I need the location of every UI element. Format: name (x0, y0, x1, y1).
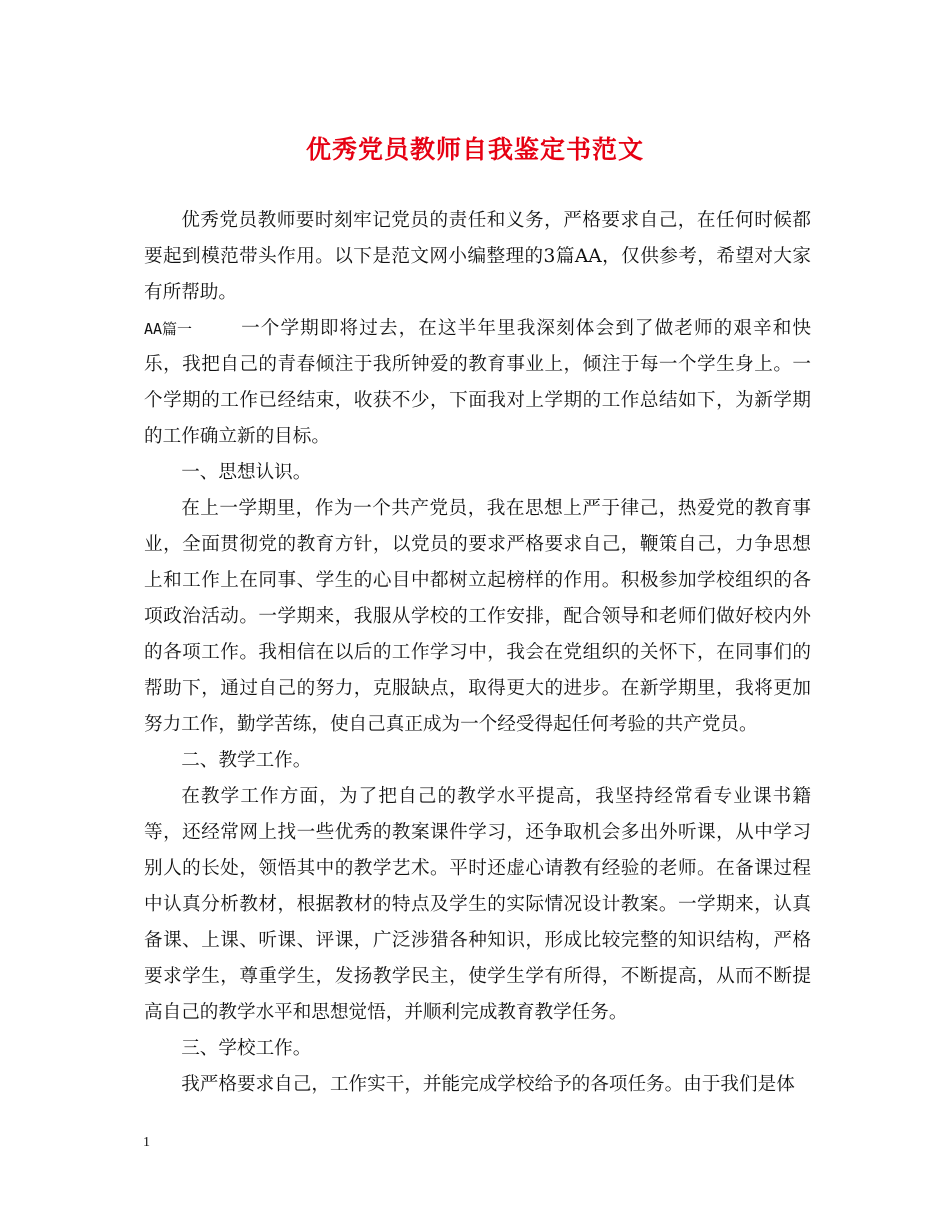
section-1-paragraph: 在上一学期里，作为一个共产党员，我在思想上严于律己，热爱党的教育事业，全面贯彻党的教育方针，以党员的要求严格要求自己，鞭策自己，力争思想上和工作上在同事、学生的心目中都树立起榜样的作用。积极参加学校组织的各项政治活动。一学期来，我服从学校的工作安排，配合领导和老师们做好校内外的各项工作。我相信在以后的工作学习中，我会在党组织的关怀下，在同事们的帮助下，通过自己的努力，克服缺点，取得更大的进步。在新学期里，我将更加努力工作，勤学苦练，使自己真正成为一个经受得起任何考验的共产党员。 (144, 498, 811, 735)
document-title: 优秀党员教师自我鉴定书范文 (305, 135, 644, 164)
document-body (144, 203, 811, 1103)
section-3-heading: 三、学校工作。 (181, 1038, 312, 1059)
intro-paragraph: 优秀党员教师要时刻牢记党员的责任和义务，严格要求自己，在任何时候都要起到模范带头作用。以下是范文网小编整理的3篇AA，仅供参考，希望对大家有所帮助。 (144, 210, 811, 303)
article-tag: AA篇一 (144, 320, 193, 338)
article-opening-paragraph (144, 311, 811, 455)
section-2-paragraph: 在教学工作方面，为了把自己的教学水平提高，我坚持经常看专业课书籍等，还经常网上找一些优秀的教案课件学习，还争取机会多出外听课，从中学习别人的长处，领悟其中的教学艺术。平时还虚心请教有经验的老师。在备课过程中认真分析教材，根据教材的特点及学生的实际情况设计教案。一学期来，认真备课、上课、听课、评课，广泛涉猎各种知识，形成比较完整的知识结构，严格要求学生，尊重学生，发扬教学民主，使学生学有所得，不断提高，从而不断提高自己的教学水平和思想觉悟，并顺利完成教育教学任务。 (144, 786, 811, 1023)
page-number: 1 (143, 1135, 150, 1150)
article-opening-text: 一个学期即将过去，在这半年里我深刻体会到了做老师的艰辛和快乐，我把自己的青春倾注于我所钟爱的教育事业上，倾注于每一个学生身上。一个学期的工作已经结束，收获不少，下面我对上学期的工作总结如下，为新学期的工作确立新的目标。 (144, 318, 811, 447)
section-1-heading: 一、思想认识。 (181, 462, 312, 483)
section-3-paragraph: 我严格要求自己，工作实干，并能完成学校给予的各项任务。由于我们是体 (181, 1074, 795, 1095)
section-2-heading: 二、教学工作。 (181, 750, 312, 771)
